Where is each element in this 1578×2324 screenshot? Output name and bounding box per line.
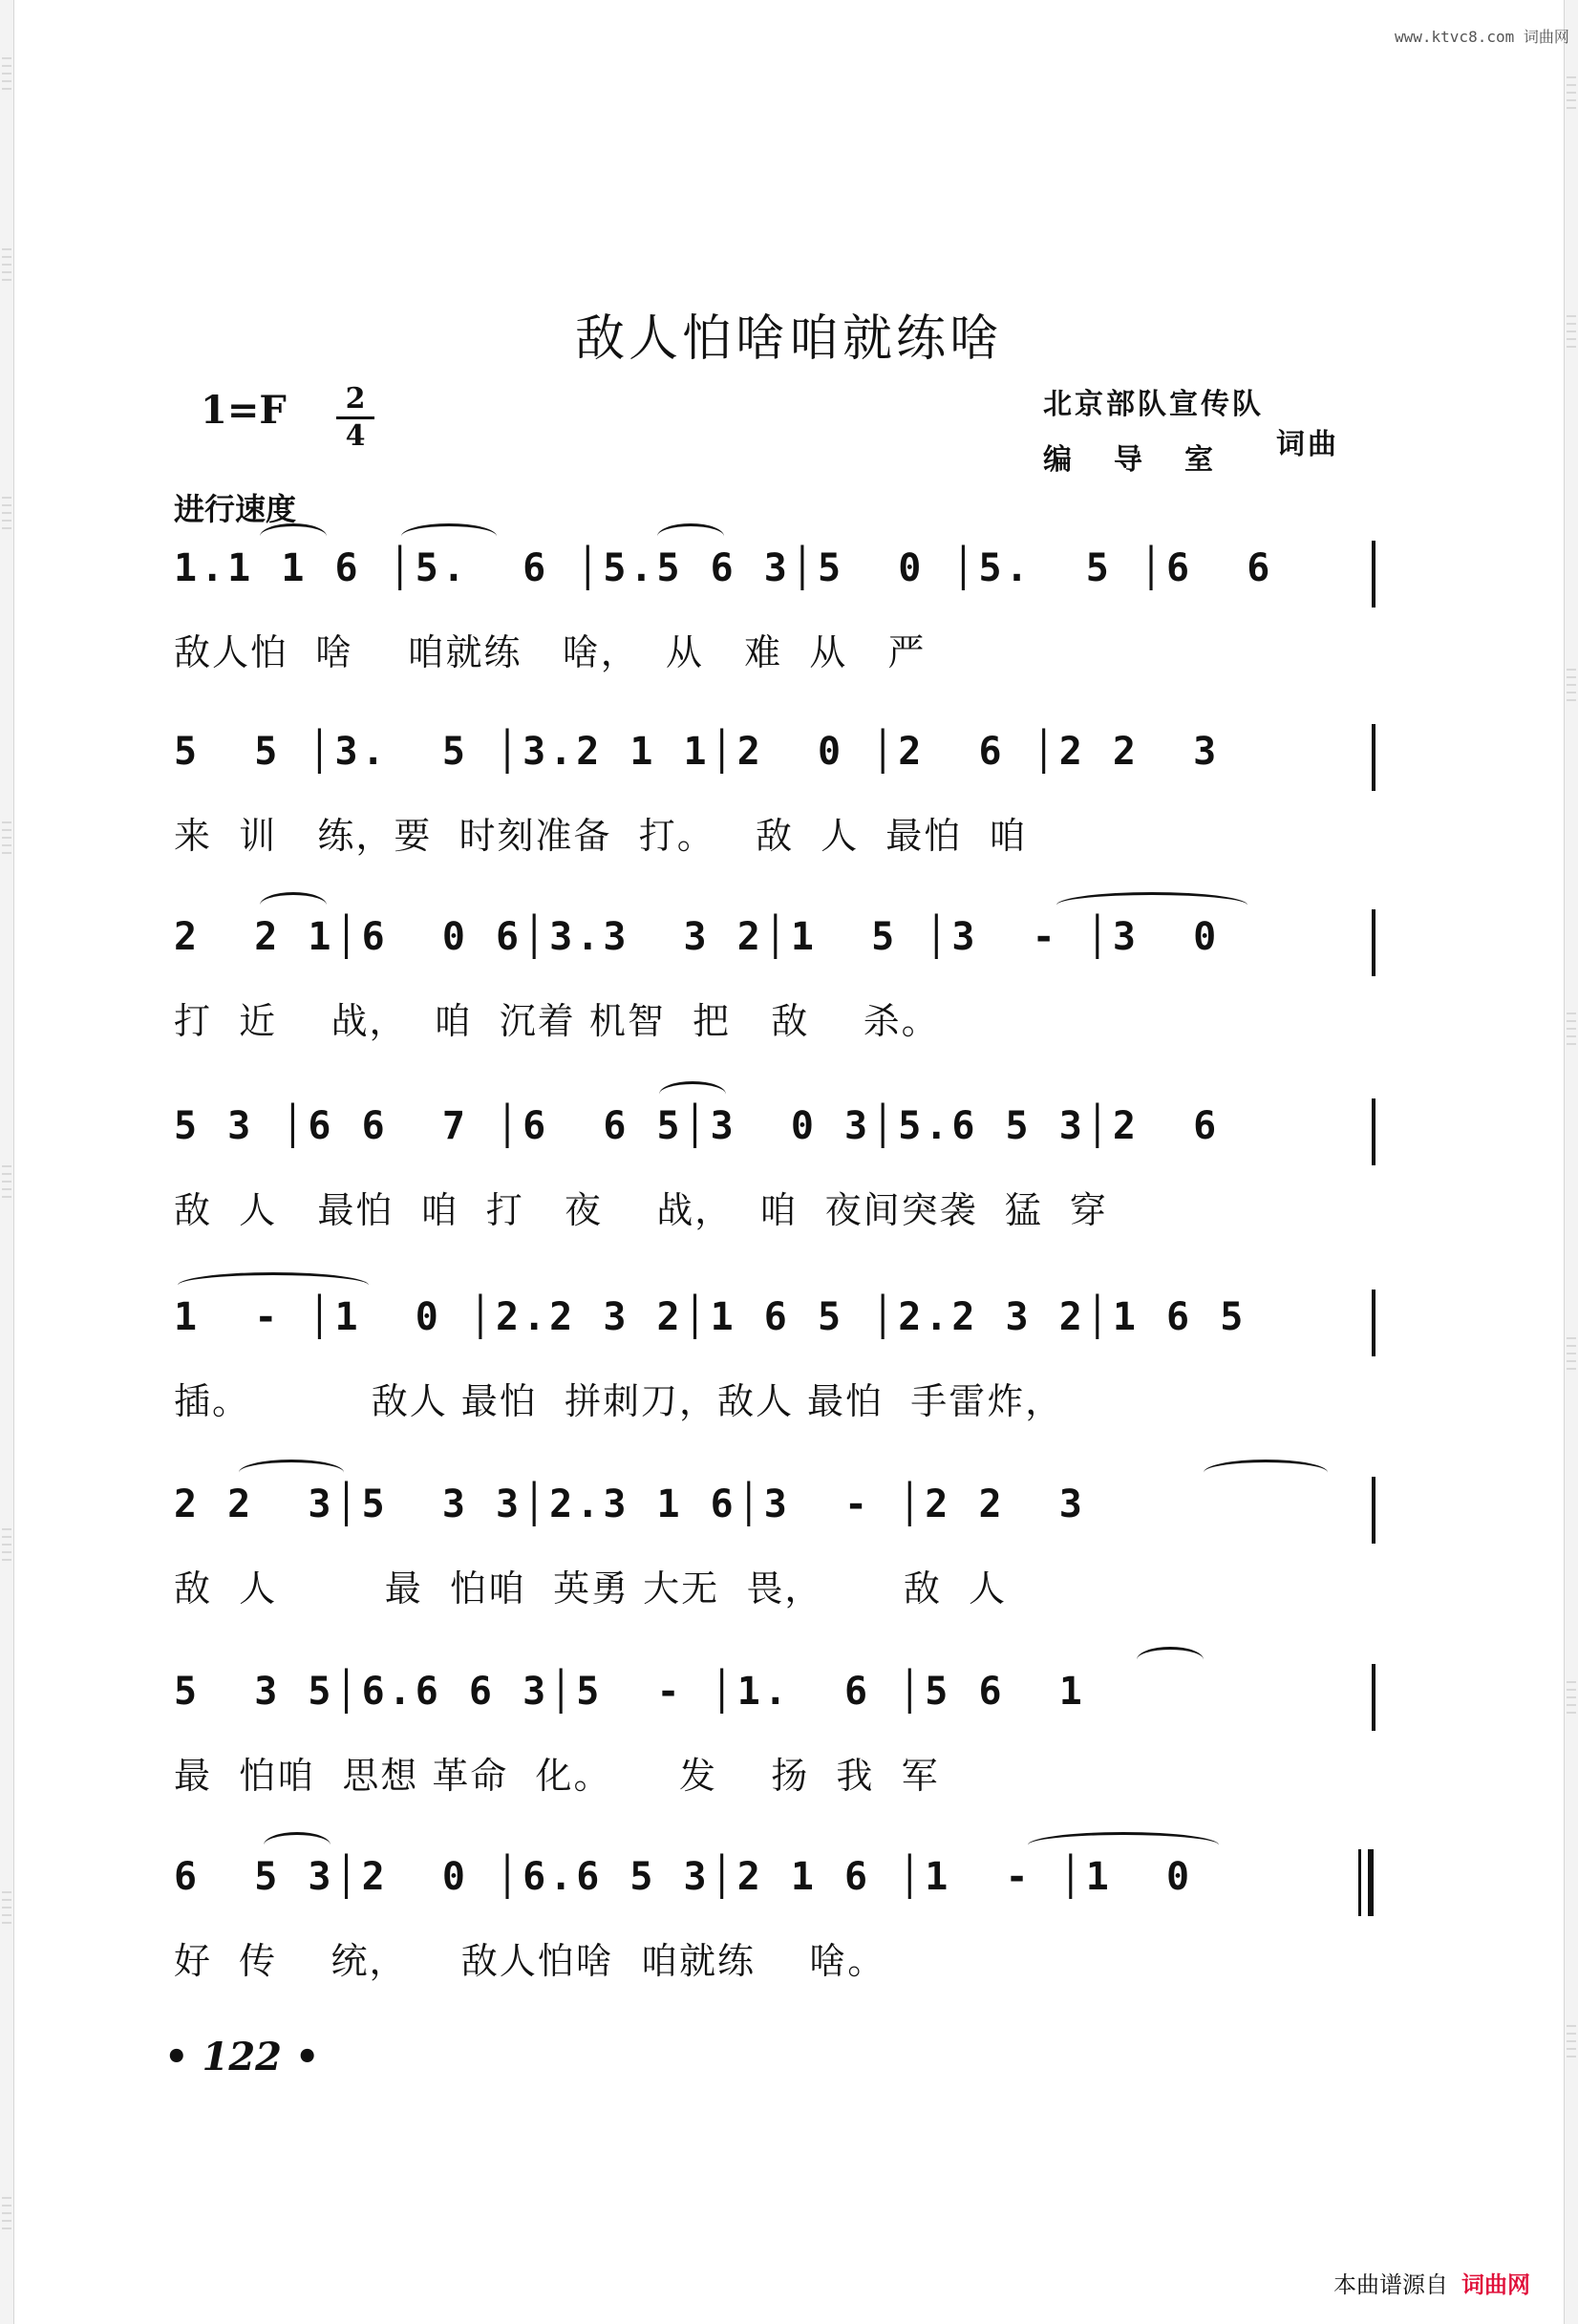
lyrics-line-5: 插。 敌人 最怕 拼刺刀，敌人 最怕 手雷炸， <box>174 1380 1064 1422</box>
credit-line-2: 编导室 <box>1043 443 1255 477</box>
music-system-8 <box>0 1849 1578 2031</box>
lyrics-line-3: 打 近 战， 咱 沉着 机智 把 敌 杀。 <box>174 1000 940 1042</box>
notation-line-6: 2 2 3│5 3 3│2.3 1 6│3 - │2 2 3 <box>174 1482 1086 1526</box>
lyrics-line-4: 敌 人 最怕 咱 打 夜 战， 咱 夜间突袭 猛 穿 <box>174 1189 1108 1231</box>
watermark-site: www.ktvc8.com 词曲网 <box>1395 28 1569 46</box>
lyrics-line-7: 最 怕咱 思想 革命 化。 发 扬 我 军 <box>174 1755 940 1797</box>
music-system-5 <box>0 1290 1578 1471</box>
source-text: 本曲谱源自 <box>1333 2271 1448 2298</box>
key-signature: 1=F <box>201 388 287 433</box>
notation-line-1: 1.1 1 6 │5. 6 │5.5 6 3│5 0 │5. 5 │6 6 <box>174 546 1274 590</box>
meter-top: 2 <box>345 382 366 416</box>
music-system-1 <box>0 541 1578 722</box>
meter-bottom: 4 <box>345 418 366 453</box>
page-number: • 122 • <box>164 2035 320 2079</box>
lyrics-line-8: 好 传 统， 敌人怕啥 咱就练 啥。 <box>174 1940 886 1982</box>
credit-line-1: 北京部队宣传队 <box>1043 388 1264 421</box>
tempo-marking: 进行速度 <box>174 491 297 527</box>
music-system-3 <box>0 909 1578 1091</box>
lyrics-line-2: 来 训 练，要 时刻准备 打。 敌 人 最怕 咱 <box>174 815 1028 857</box>
source-brand-link[interactable]: 词曲网 <box>1461 2271 1530 2298</box>
music-system-6 <box>0 1477 1578 1658</box>
notation-line-4: 5 3 │6 6 7 │6 6 5│3 0 3│5.6 5 3│2 6 <box>174 1104 1221 1148</box>
notation-line-8: 6 5 3│2 0 │6.6 5 3│2 1 6 │1 - │1 0 <box>174 1855 1194 1899</box>
source-credit <box>1333 2266 1530 2299</box>
lyrics-line-6: 敌 人 最 怕咱 英勇 大无 畏， 敌 人 <box>174 1567 1007 1610</box>
music-system-2 <box>0 724 1578 906</box>
lyrics-line-1: 敌人怕 啥 咱就练 啥， 从 难 从 严 <box>174 631 927 673</box>
song-title: 敌人怕啥咱就练啥 <box>574 310 1003 368</box>
time-signature <box>336 384 374 451</box>
notation-line-5: 1 - │1 0 │2.2 3 2│1 6 5 │2.2 3 2│1 6 5 <box>174 1295 1247 1339</box>
credit-role: 词曲 <box>1276 428 1339 461</box>
notation-line-2: 5 5 │3. 5 │3.2 1 1│2 0 │2 6 │2 2 3 <box>174 730 1221 774</box>
notation-line-7: 5 3 5│6.6 6 3│5 - │1. 6 │5 6 1 <box>174 1670 1086 1714</box>
music-system-7 <box>0 1664 1578 1845</box>
music-system-4 <box>0 1098 1578 1280</box>
notation-line-3: 2 2 1│6 0 6│3.3 3 2│1 5 │3 - │3 0 <box>174 915 1221 959</box>
